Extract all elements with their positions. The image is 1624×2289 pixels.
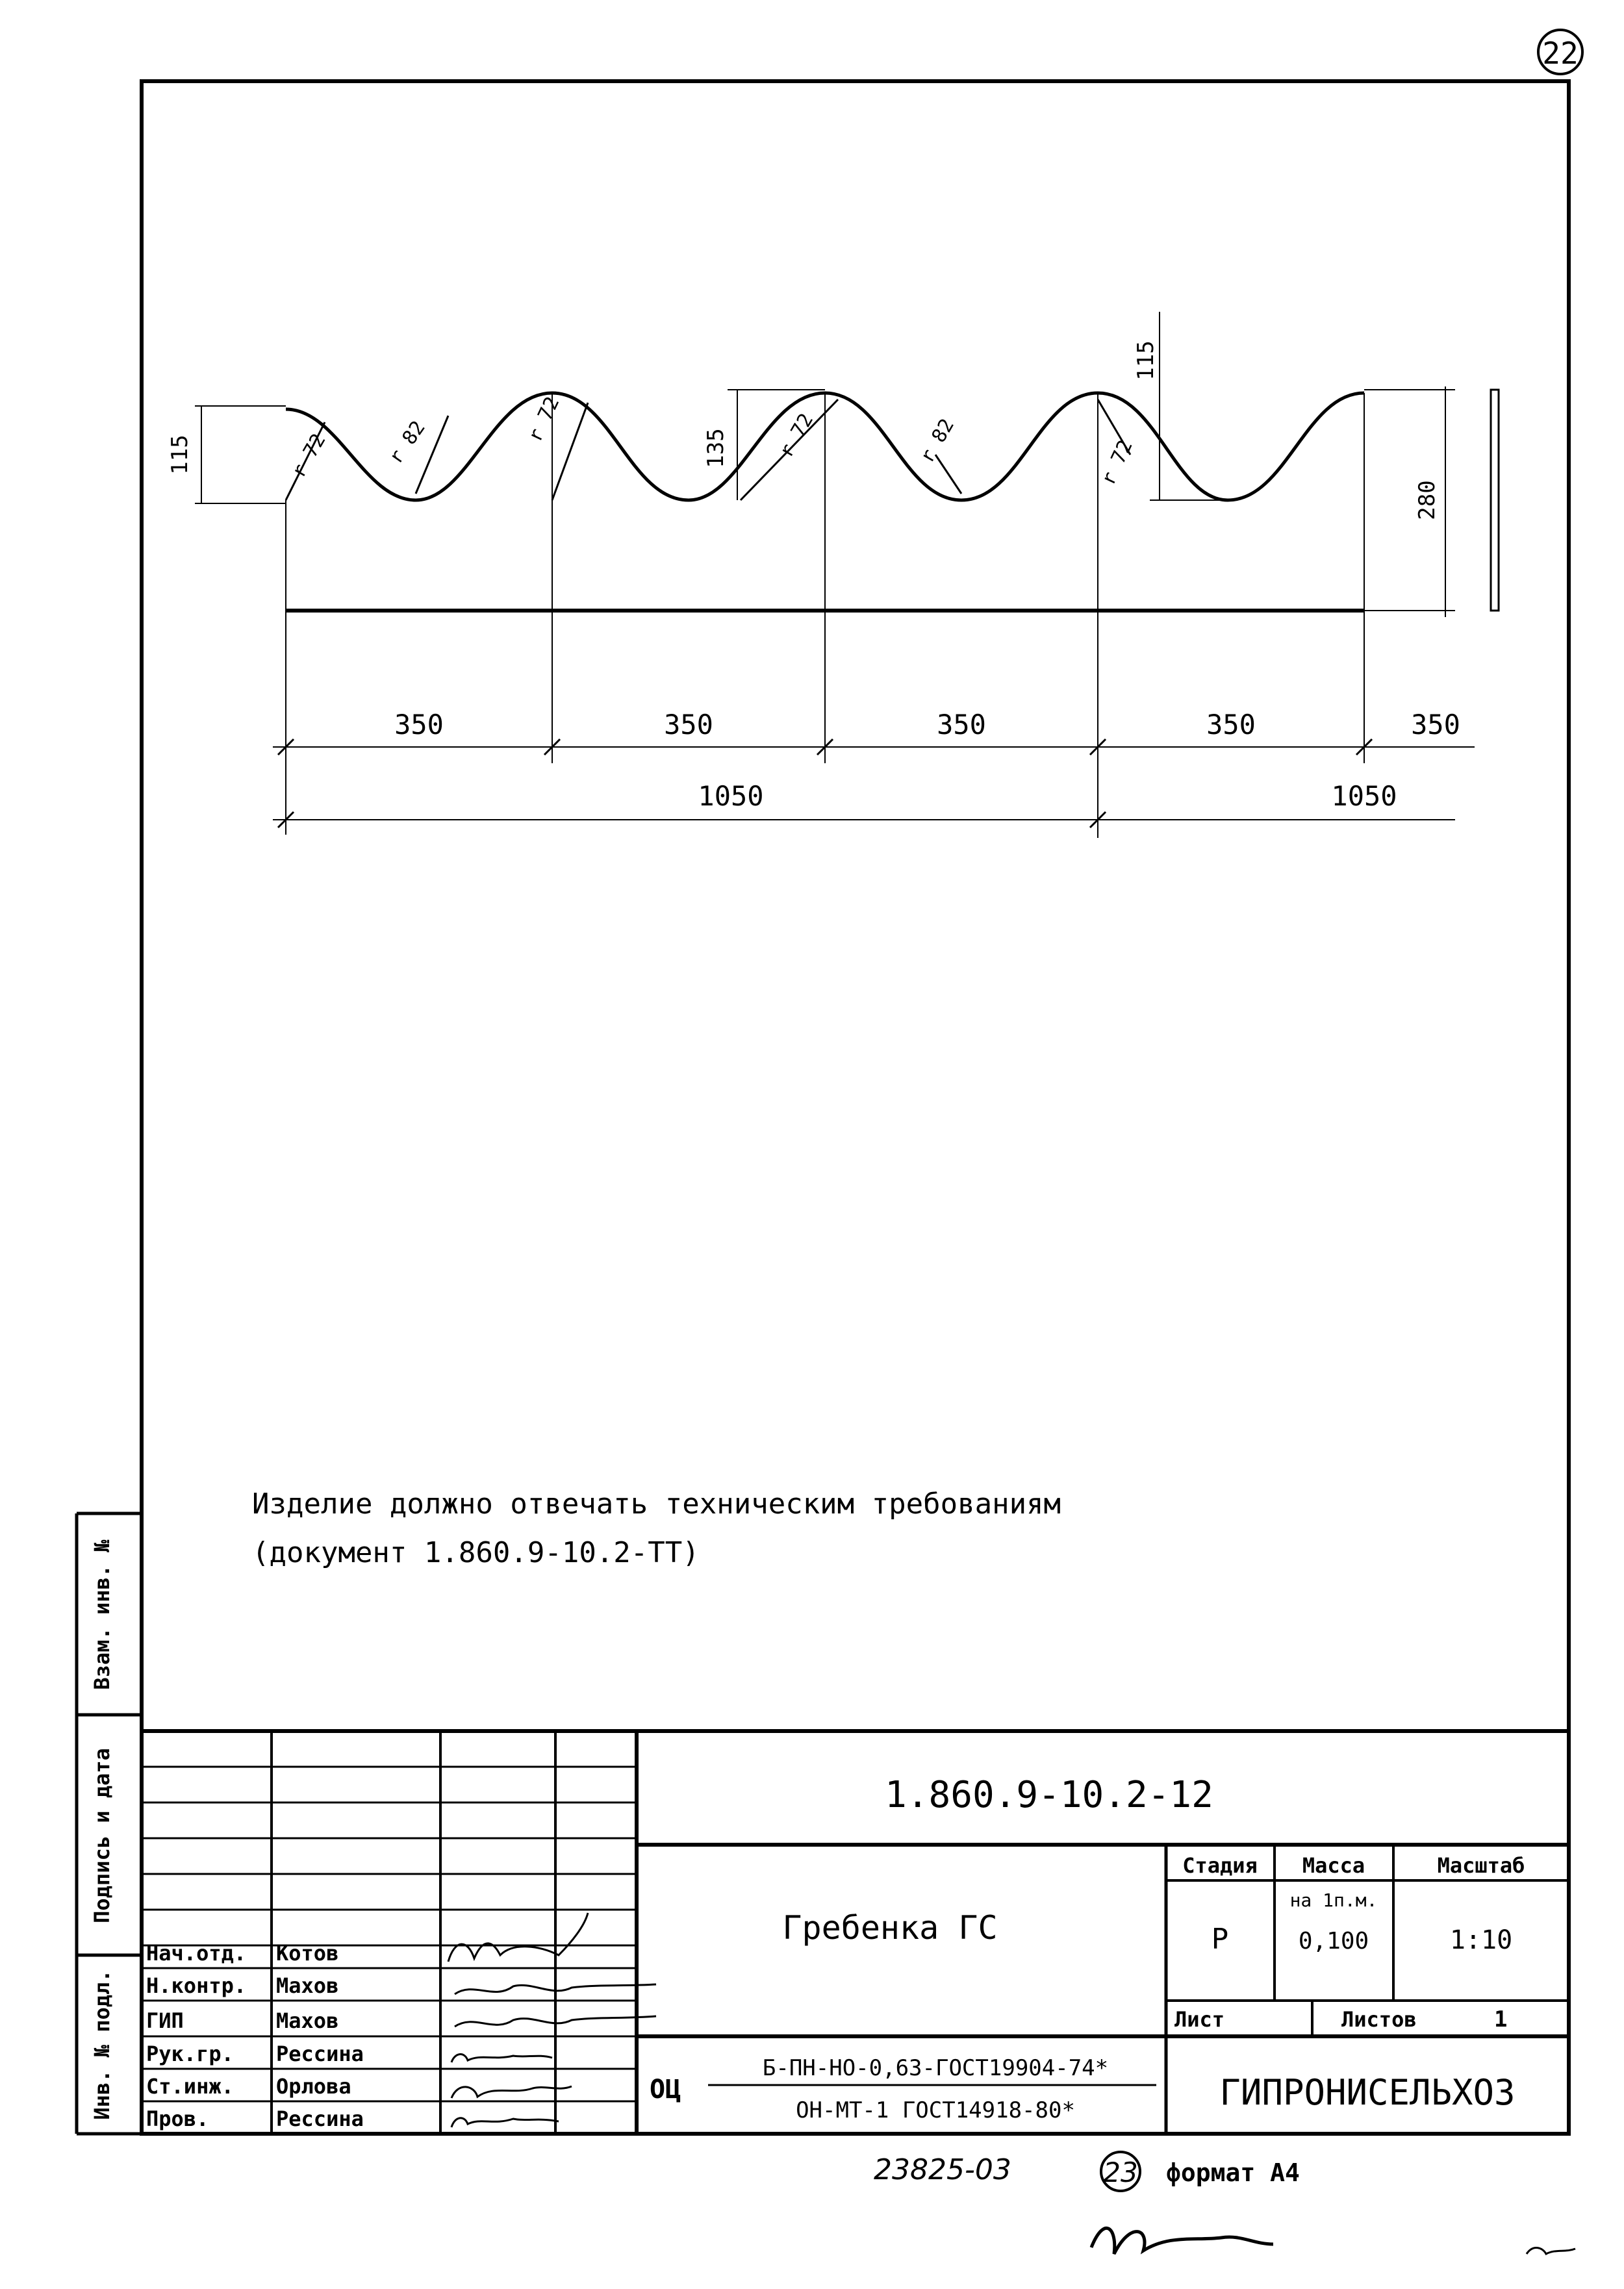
note-line-1: Изделие должно отвечать техническим требованиям <box>252 1487 1061 1521</box>
bottom-signature <box>1091 2228 1273 2254</box>
span-label: 350 <box>394 709 444 740</box>
span-label: 350 <box>664 709 713 740</box>
signature-ressina-2 <box>451 2118 559 2127</box>
staff-role: Пров. <box>146 2106 209 2131</box>
total-label: 1050 <box>1331 780 1397 812</box>
material-spec-bottom: ОН-МТ-1 ГОСТ14918-80* <box>796 2097 1075 2123</box>
staff-role: Ст.инж. <box>146 2074 234 2099</box>
title-designation: 1.860.9-10.2-12 <box>885 1774 1213 1816</box>
radius-label: r 82 <box>915 414 959 467</box>
note-line-2: (документ 1.860.9-10.2-ТТ) <box>252 1536 700 1569</box>
mass-value: 0,100 <box>1298 1928 1369 1954</box>
staff-name: Рессина <box>276 2042 364 2066</box>
stage-label: Стадия <box>1182 1853 1258 1878</box>
organization-name: ГИПРОНИСЕЛЬХОЗ <box>1219 2072 1516 2113</box>
height-label-right-top: 115 <box>1133 340 1159 381</box>
staff-role: ГИП <box>146 2008 184 2033</box>
signature-kotov <box>448 1913 588 1962</box>
corner-sheet-number <box>1538 30 1582 74</box>
material-spec-top: Б-ПН-НО-0,63-ГОСТ19904-74* <box>762 2055 1109 2081</box>
page-circle-number: 23 <box>1103 2156 1138 2188</box>
staff-role: Рук.гр. <box>146 2042 234 2066</box>
sheets-value: 1 <box>1494 2006 1508 2032</box>
scale-value: 1:10 <box>1449 1925 1513 1955</box>
drawing-frame <box>142 81 1569 2134</box>
height-label-left: 115 <box>167 435 193 475</box>
material-prefix: ОЦ <box>650 2075 681 2105</box>
radius-label: r 72 <box>774 409 818 462</box>
side-label-vzam-inv: Взам. инв. № <box>90 1539 114 1690</box>
side-label-podpis-data: Подпись и дата <box>90 1748 114 1923</box>
sheets-label: Листов <box>1341 2007 1417 2032</box>
radius-leader <box>552 403 588 500</box>
height-label-middle: 135 <box>703 428 729 468</box>
height-label-total: 280 <box>1414 480 1440 520</box>
span-label: 350 <box>937 709 986 740</box>
radius-label: r 72 <box>1097 436 1137 489</box>
mass-unit: на 1п.м. <box>1289 1890 1378 1911</box>
mass-label: Масса <box>1302 1853 1365 1878</box>
staff-name: Махов <box>276 2008 339 2033</box>
corner-sheet-number-text: 22 <box>1542 36 1579 71</box>
stage-value: Р <box>1211 1923 1229 1956</box>
radius-leader <box>935 455 961 494</box>
staff-role: Нач.отд. <box>146 1941 247 1966</box>
section-view <box>1491 390 1499 611</box>
bottom-right-mark <box>1527 2248 1575 2254</box>
archive-number: 23825-03 <box>874 2153 1011 2186</box>
span-label: 350 <box>1206 709 1256 740</box>
scale-label: Масштаб <box>1437 1853 1525 1878</box>
total-label: 1050 <box>698 780 764 812</box>
signature-orlova <box>451 2086 572 2098</box>
span-label: 350 <box>1411 709 1460 740</box>
sheet-label: Лист <box>1174 2007 1225 2032</box>
staff-name: Орлова <box>276 2074 351 2099</box>
radius-label: r 72 <box>524 393 565 446</box>
comb-profile <box>195 312 1499 838</box>
sheet-format: формат А4 <box>1166 2158 1300 2187</box>
staff-name: Махов <box>276 1973 339 1998</box>
staff-role: Н.контр. <box>146 1973 247 1998</box>
staff-name: Рессина <box>276 2106 364 2131</box>
side-label-inv-podl: Инв. № подл. <box>90 1969 114 2120</box>
span-labels <box>394 709 1460 740</box>
signature-ressina-1 <box>451 2055 552 2062</box>
staff-name: Котов <box>276 1941 339 1966</box>
title-product-name: Гребенка ГС <box>782 1909 998 1947</box>
radius-label: r 82 <box>384 416 430 468</box>
radius-label: r 72 <box>287 429 331 482</box>
total-labels <box>698 780 1397 812</box>
